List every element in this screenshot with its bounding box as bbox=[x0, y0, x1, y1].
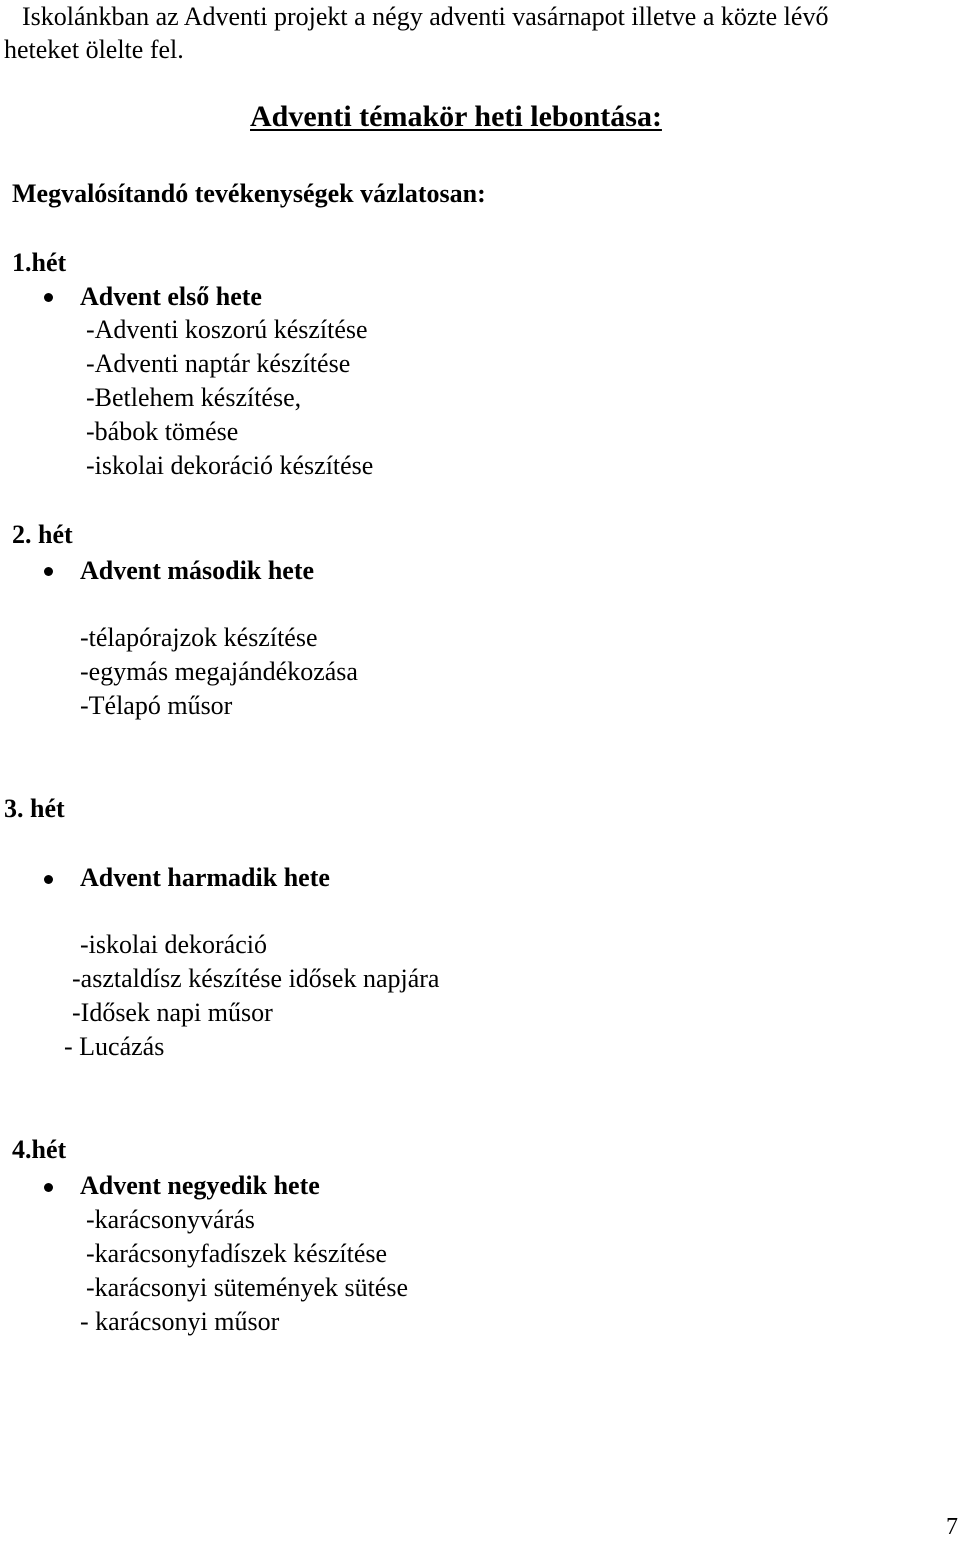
week-4-item: -karácsonyvárás bbox=[86, 1205, 255, 1234]
bullet-icon bbox=[44, 567, 53, 576]
week-1-item: -Adventi koszorú készítése bbox=[86, 315, 368, 344]
week-3-item: -iskolai dekoráció bbox=[80, 930, 267, 959]
week-1-item: -Betlehem készítése, bbox=[86, 383, 302, 412]
week-3-heading: Advent harmadik hete bbox=[80, 863, 330, 892]
week-3-item: -asztaldísz készítése idősek napjára bbox=[72, 964, 440, 993]
week-4-item: -karácsonyi sütemények sütése bbox=[86, 1273, 409, 1302]
week-3-item: -Idősek napi műsor bbox=[72, 998, 273, 1027]
intro-line-1: Iskolánkban az Adventi projekt a négy adventi vasárnapot illetve a közte lévő bbox=[22, 2, 829, 31]
page-number: 7 bbox=[946, 1514, 958, 1540]
week-4-item: - karácsonyi műsor bbox=[80, 1307, 280, 1336]
week-1-label: 1.hét bbox=[12, 248, 67, 277]
week-4-heading: Advent negyedik hete bbox=[80, 1171, 320, 1200]
week-2-item: -Télapó műsor bbox=[80, 691, 233, 720]
week-2-heading: Advent második hete bbox=[80, 556, 315, 585]
bullet-icon bbox=[44, 293, 53, 302]
week-2-item: -egymás megajándékozása bbox=[80, 657, 358, 686]
week-3-item: - Lucázás bbox=[64, 1032, 165, 1061]
bullet-icon bbox=[44, 1183, 53, 1192]
section-title: Adventi témakör heti lebontása: bbox=[250, 100, 662, 133]
week-2-item: -télapórajzok készítése bbox=[80, 623, 318, 652]
week-4-label: 4.hét bbox=[12, 1135, 67, 1164]
week-3-label: 3. hét bbox=[4, 794, 65, 823]
week-1-item: -Adventi naptár készítése bbox=[86, 349, 351, 378]
bullet-icon bbox=[44, 875, 53, 884]
intro-line-2: heteket ölelte fel. bbox=[4, 35, 184, 64]
week-2-label: 2. hét bbox=[12, 520, 73, 549]
week-1-heading: Advent első hete bbox=[80, 282, 262, 311]
activities-subtitle: Megvalósítandó tevékenységek vázlatosan: bbox=[12, 179, 486, 208]
week-1-item: -iskolai dekoráció készítése bbox=[86, 451, 374, 480]
week-4-item: -karácsonyfadíszek készítése bbox=[86, 1239, 388, 1268]
week-1-item: -bábok tömése bbox=[86, 417, 239, 446]
